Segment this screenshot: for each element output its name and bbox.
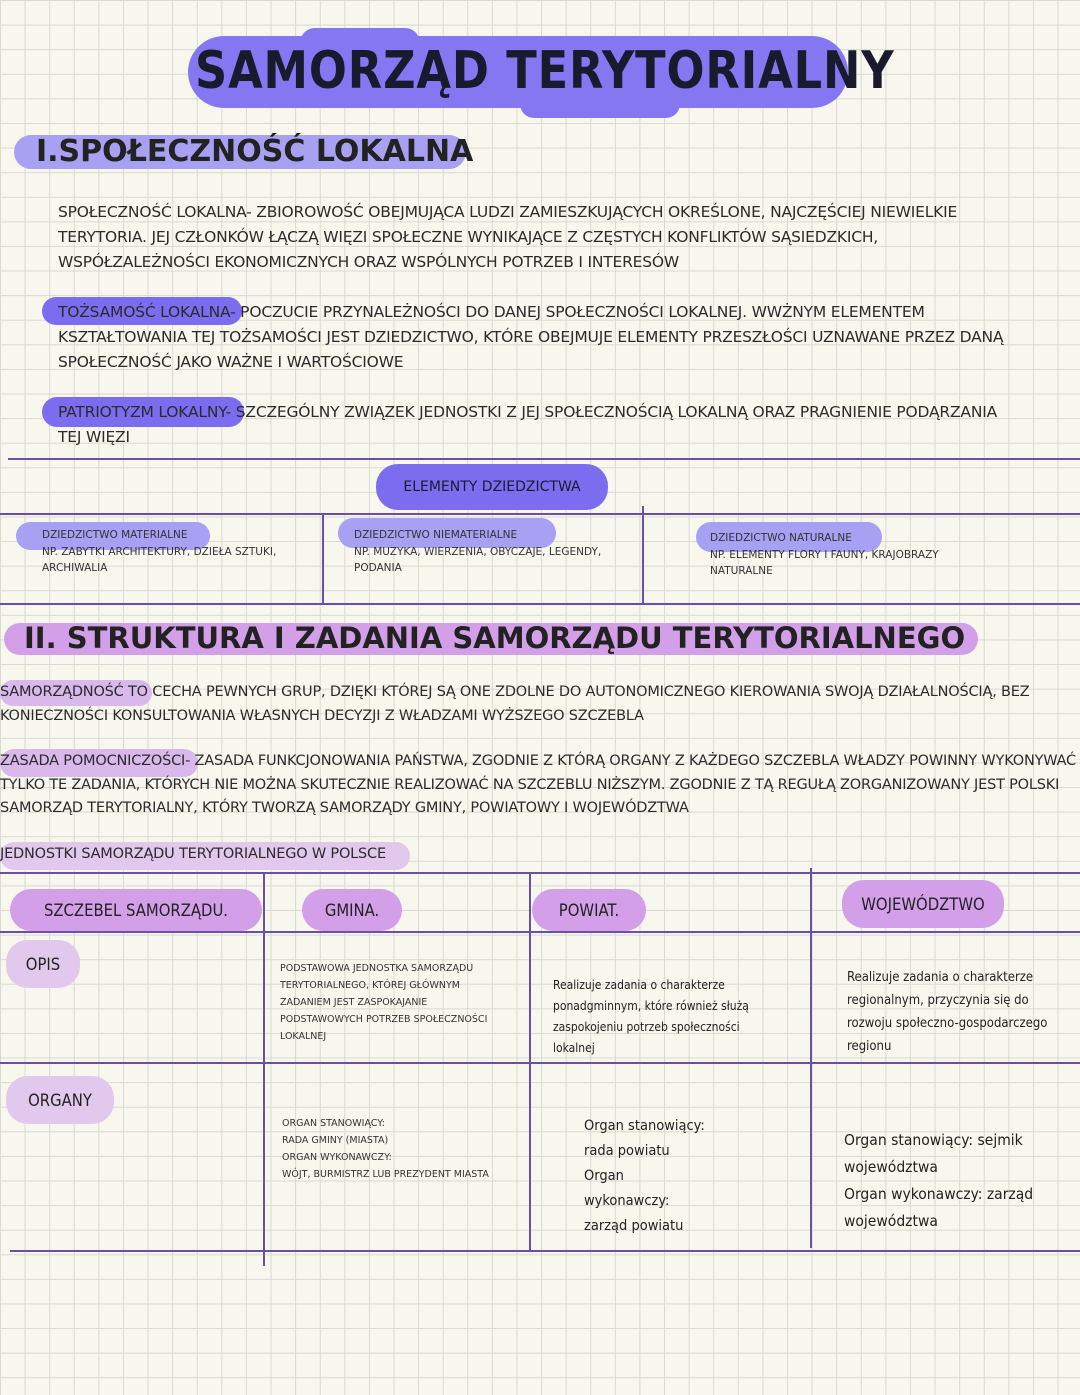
definition-line: WSPÓŁZALEŻNOŚCI EKONOMICZNYCH ORAZ WSPÓLNYCH POTRZEB I INTERESÓW [58,253,680,271]
heritage-item-title: DZIEDZICTWO NIEMATERIALNE [354,529,518,541]
selfgov-term: SAMORZĄDNOŚĆ [0,684,124,700]
selfgov-text: TO CECHA PEWNYCH GRUP, DZIĘKI KTÓREJ SĄ ONE ZDOLNE DO AUTONOMICZNEGO KIEROWANIA SWOJĄ DZIAŁALNOŚCIĄ, BEZ [123,684,1030,700]
definition-line: TERYTORIA. JEJ CZŁONKÓW ŁĄCZĄ WIĘZI SPOŁECZNE WYNIKAJĄCE Z CZĘSTYCH KONFLIKTÓW SĄSIEDZKICH, [58,228,879,246]
organy-gmina-line: WÓJT, BURMISTRZ LUB PREZYDENT MIASTA [282,1169,489,1180]
identity-paragraph [58,300,1068,375]
organy-gmina-line: ORGAN WYKONAWCZY: [282,1152,392,1163]
subsidiarity-paragraph [0,750,1080,821]
heritage-item-text: PODANIA [354,562,402,574]
organy-gmina-line: ORGAN STANOWIĄCY: [282,1118,385,1129]
organy-gmina [282,1115,527,1183]
table-col-line [529,872,531,1252]
patriotism-text: - SZCZEGÓLNY ZWIĄZEK JEDNOSTKI Z JEJ SPOŁECZNOŚCIĄ LOKALNĄ ORAZ PRAGNIENIE PODĄRZANIA [225,403,997,421]
section1-heading: I.SPOŁECZNOŚĆ LOKALNA [36,134,474,169]
organy-powiat-line: Organ [584,1168,624,1184]
selfgov-paragraph [0,680,1080,728]
subsidiarity-text: - ZASADA FUNKCJONOWANIA PAŃSTWA, ZGODNIE Z KTÓRĄ ORGANY Z KAŻDEGO SZCZEBLA WŁADZY POWINNY WYKONYWAĆ [185,753,1076,769]
subsidiarity-line: SAMORZĄD TERYTORIALNY, KTÓRY TWORZĄ SAMORZĄDY GMINY, POWIATOWY I WOJEWÓDZTWA [0,800,689,816]
identity-line [58,300,1068,325]
opis-wojewodztwo-line: regionu [847,1039,892,1054]
row-label-opis-text: OPIS [25,954,61,974]
header-gmina [302,889,402,931]
organy-wojewodztwo-line: Organ stanowiący: sejmik [844,1131,1023,1149]
heritage-item-text: NP. MUZYKA, WIERZENIA, OBYCZAJE, LEGENDY, [354,545,602,558]
header-wojewodztwo-text: WOJEWÓDZTWO [861,894,985,914]
identity-text: - POCZUCIE PRZYNALEŻNOŚCI DO DANEJ SPOŁECZNOŚCI LOKALNEJ. WWŻNYM ELEMENTEM [230,303,925,321]
organy-powiat [584,1114,804,1239]
opis-gmina-line: ZADANIEM JEST ZASPOKAJANIE [280,997,428,1008]
opis-wojewodztwo-line: rozwoju społeczno-gospodarczego [847,1016,1048,1031]
heritage-item-title: DZIEDZICTWO NATURALNE [710,532,852,544]
definition-paragraph [58,200,1068,275]
definition-line: SPOŁECZNOŚĆ LOKALNA- ZBIOROWOŚĆ OBEJMUJĄCA LUDZI ZAMIESZKUJĄCYCH OKREŚLONE, NAJCZĘŚCIEJ NIEWIELKIE [58,203,958,221]
header-wojewodztwo [842,880,1004,928]
heritage-label-text: ELEMENTY DZIEDZICTWA [403,478,581,495]
heritage-item-text: NATURALNE [710,565,773,577]
header-powiat [532,889,646,931]
organy-wojewodztwo [844,1127,1078,1235]
header-gmina-text: GMINA. [324,900,380,920]
heritage-item [42,527,322,577]
organy-gmina-line: RADA GMINY (MIASTA) [282,1135,389,1146]
heritage-item-title: DZIEDZICTWO MATERIALNE [42,529,188,541]
organy-powiat-line: zarząd powiatu [584,1218,684,1234]
subsidiarity-line [0,750,1080,774]
opis-gmina-line: PODSTAWOWYCH POTRZEB SPOŁECZNOŚCI [280,1014,488,1025]
opis-gmina-line: PODSTAWOWA JEDNOSTKA SAMORZĄDU [280,963,474,974]
heritage-item-text: ARCHIWALIA [42,562,108,574]
table-header-line [0,931,1080,933]
patriotism-line: TEJ WIĘZI [58,428,130,446]
heritage-top-line [0,513,1080,515]
organy-powiat-line: wykonawczy: [584,1193,670,1209]
heritage-label [376,464,608,510]
heritage-item [710,530,1010,580]
row-label-organy-text: ORGANY [28,1090,92,1110]
organy-wojewodztwo-line: województwa [844,1212,938,1230]
subsidiarity-line: TYLKO TE ZADANIA, KTÓRYCH NIE MOŻNA SKUTECZNIE REALIZOWAĆ NA SZCZEBLU NIŻSZYM. ZGODNIE Z TĄ REGUŁĄ ZORGANIZOWANY JEST POLSKI [0,776,1060,793]
heritage-divider [322,514,324,604]
table-col-line [810,868,812,1248]
opis-gmina-line: TERYTORIALNEGO, KTÓREJ GŁÓWNYM [280,980,460,991]
organy-powiat-line: rada powiatu [584,1143,670,1159]
organy-wojewodztwo-line: Organ wykonawczy: zarząd [844,1185,1034,1203]
opis-wojewodztwo [847,966,1077,1058]
section2-heading: II. STRUKTURA I ZADANIA SAMORZĄDU TERYTORIALNEGO [24,621,966,655]
identity-line: KSZTAŁTOWANIA TEJ TOŻSAMOŚCI JEST DZIEDZICTWO, KTÓRE OBEJMUJE ELEMENTY PRZESZŁOŚCI UZNAWANE PRZEZ DANĄ [58,328,1004,346]
opis-gmina [280,960,525,1045]
opis-gmina-line: LOKALNEJ [280,1031,327,1042]
table-top-line [0,872,1080,874]
selfgov-line: KONIECZNOŚCI KONSULTOWANIA WŁASNYCH DECYZJI Z WŁADZAMI WYŻSZEGO SZCZEBLA [0,708,644,724]
opis-powiat [553,975,808,1059]
opis-powiat-line: Realizuje zadania o charakterze [553,978,725,992]
opis-wojewodztwo-line: regionalnym, przyczynia się do [847,993,1029,1008]
patriotism-line [58,400,1073,425]
patriotism-term: PATRIOTYZM LOKALNY [58,403,226,421]
header-level [10,889,262,931]
opis-powiat-line: lokalnej [553,1041,595,1055]
page-title: SAMORZĄD TERYTORIALNY [195,41,895,101]
row-label-organy [6,1076,114,1124]
organy-wojewodztwo-line: województwa [844,1158,938,1176]
header-level-text: SZCZEBEL SAMORZĄDU. [43,900,229,920]
heritage-item [354,527,639,577]
subsidiarity-term: ZASADA POMOCNICZOŚCI [0,753,186,769]
header-powiat-text: POWIAT. [558,900,620,920]
patriotism-paragraph [58,400,1073,450]
heritage-item-text: NP. ELEMENTY FLORY I FAUNY, KRAJOBRAZY [710,548,939,561]
opis-powiat-line: ponadgminnym, które również służą [553,999,749,1013]
selfgov-line [0,680,1080,704]
divider [8,458,1080,460]
heritage-item-text: NP. ZABYTKI ARCHITEKTURY, DZIEŁA SZTUKI, [42,545,277,558]
units-label: JEDNOSTKI SAMORZĄDU TERYTORIALNEGO W POLSCE [0,846,386,862]
table-col-line [263,872,265,1266]
table-bottom-line [10,1250,1080,1252]
row-label-opis [6,940,80,988]
organy-powiat-line: Organ stanowiący: [584,1118,705,1134]
identity-line: SPOŁECZNOŚĆ JAKO WAŻNE I WARTOŚCIOWE [58,353,404,371]
opis-powiat-line: zaspokojeniu potrzeb społeczności [553,1020,740,1034]
heritage-bottom-line [0,603,1080,605]
identity-term: TOŻSAMOŚĆ LOKALNA [58,303,231,321]
opis-wojewodztwo-line: Realizuje zadania o charakterze [847,970,1034,985]
table-row-line [0,1062,1080,1064]
heritage-divider [642,506,644,604]
